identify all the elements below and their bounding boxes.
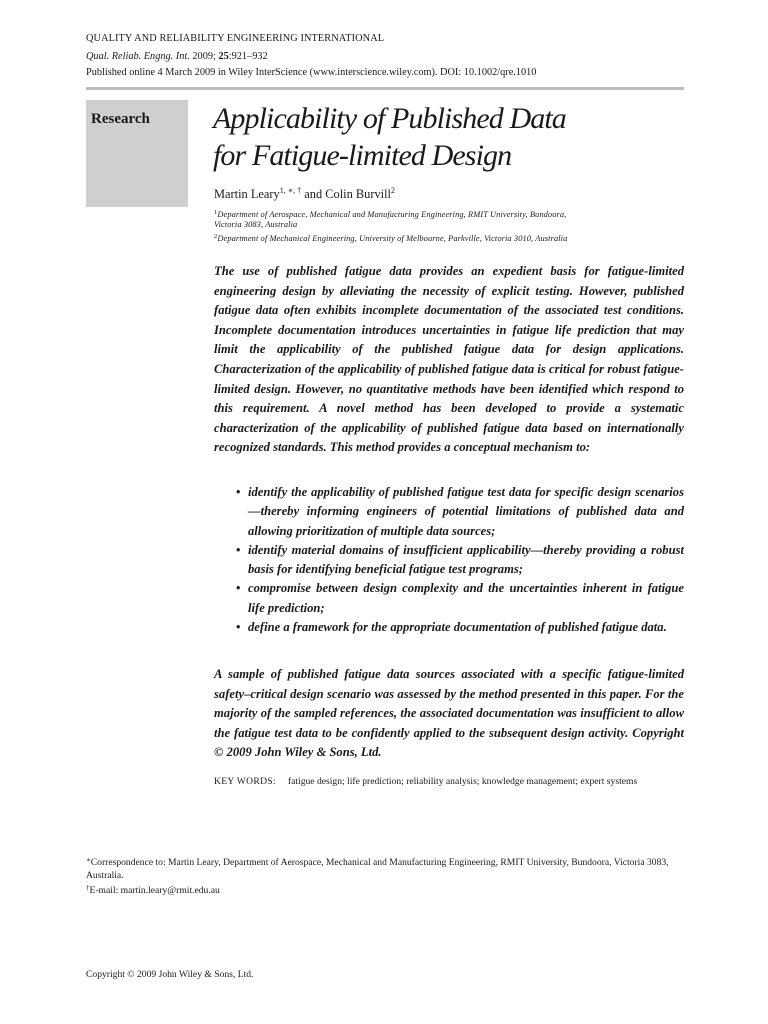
author-2-marks: 2 <box>391 186 395 195</box>
keywords-text: fatigue design; life prediction; reliability analysis; knowledge management; expert systems <box>287 776 638 787</box>
keywords <box>214 776 637 787</box>
abstract-paragraph-2: A sample of published fatigue data sources associated with a specific fatigue-limited safety–critical design scenario was assessed by the method presented in this paper. For the majority of the sampled references, the associated documentation was insufficient to allow the fatigue test data to be confidently applied to the subsequent design activity. Copyright © 2009 John Wiley & Sons, Ltd. <box>214 667 684 760</box>
footnote-correspondence <box>86 857 686 882</box>
bullet-text: identify material domains of insufficient applicability—thereby providing a robust basis for identifying beneficial fatigue test programs; <box>248 542 684 577</box>
footnote-2-mark: † <box>86 884 90 892</box>
title-line-1: Applicability of Published Data <box>213 102 566 135</box>
affiliation-2-mark: 2 <box>214 233 218 240</box>
bullet-text: compromise between design complexity and the uncertainties inherent in fatigue life prediction; <box>248 581 684 615</box>
bullet-item <box>236 618 684 637</box>
citation-line <box>86 51 268 63</box>
author-1-marks: 1, ∗, † <box>279 186 302 195</box>
bullet-symbol: • <box>236 542 241 557</box>
affiliation-2 <box>214 234 567 244</box>
footnote-1-mark: ∗ <box>86 856 91 864</box>
journal-name: QUALITY AND RELIABILITY ENGINEERING INTERNATIONAL <box>86 33 385 44</box>
author-2: Colin Burvill <box>325 187 391 201</box>
author-1: Martin Leary <box>214 187 280 201</box>
bullet-item <box>236 483 684 541</box>
authors <box>214 187 395 202</box>
section-label: Research <box>91 111 150 127</box>
bullet-symbol: • <box>236 581 241 596</box>
citation-pages: :921–932 <box>228 51 268 62</box>
article-title <box>213 100 566 174</box>
citation-year: 2009; <box>189 51 219 62</box>
bullet-text: identify the applicability of published fatigue test data for specific design scenarios—thereby informing engineers of potential limitations of published data and allowing prioritization of multiple data sources; <box>248 485 684 538</box>
bullet-item <box>236 541 684 580</box>
citation-volume: 25 <box>218 51 229 62</box>
bullet-symbol: • <box>236 485 241 499</box>
footnote-2-text: E-mail: martin.leary@rmit.edu.au <box>89 885 220 896</box>
footnote-1-text: Correspondence to: Martin Leary, Department of Aerospace, Mechanical and Manufacturing Engineering, RMIT University, Bundoora, Victoria 3083, Australia. <box>86 857 669 881</box>
abstract-paragraph-1: The use of published fatigue data provides an expedient basis for fatigue-limited engineering design by alleviating the necessity of explicit testing. However, published fatigue data often exhibits incomplete documentation of the associated test conditions. Incomplete documentation introduces uncertainties in fatigue life prediction that may limit the applicability of the published fatigue data for design applications. Characterization of the applicability of published fatigue data is critical for robust fatigue-limited design. However, no quantitative methods have been identified which respond to this requirement. A novel method has been developed to provide a systematic characterization of the applicability of published fatigue data based on internationally recognized standards. This method provides a conceptual mechanism to: <box>214 264 684 455</box>
citation-abbrev: Qual. Reliab. Engng. Int. <box>86 51 190 62</box>
bullet-text: define a framework for the appropriate documentation of published fatigue data. <box>248 620 667 635</box>
publication-info: Published online 4 March 2009 in Wiley InterScience (www.interscience.wiley.com). DOI: 10.1002/qre.1010 <box>86 67 537 78</box>
affiliation-1-line-1: Department of Aerospace, Mechanical and Manufacturing Engineering, RMIT University, Bundoora, <box>217 210 567 219</box>
section-box <box>86 100 188 207</box>
affiliation-1-mark: 1 <box>214 209 218 216</box>
footnote-email <box>86 885 686 898</box>
affiliation-1 <box>214 210 566 230</box>
affiliation-2-line-1: Department of Mechanical Engineering, University of Melbourne, Parkville, Victoria 3010, Australia <box>217 234 568 243</box>
footer-copyright: Copyright © 2009 John Wiley & Sons, Ltd. <box>86 969 254 980</box>
header-rule <box>86 87 684 90</box>
bullet-symbol: • <box>236 620 241 635</box>
affiliation-1-line-2: Victoria 3083, Australia <box>214 220 298 229</box>
title-line-2: for Fatigue-limited Design <box>213 139 512 172</box>
abstract-bullet-list <box>236 483 684 637</box>
bullet-item <box>236 579 684 618</box>
author-conjunction: and <box>301 187 326 201</box>
keywords-label: KEY WORDS: <box>214 776 276 787</box>
